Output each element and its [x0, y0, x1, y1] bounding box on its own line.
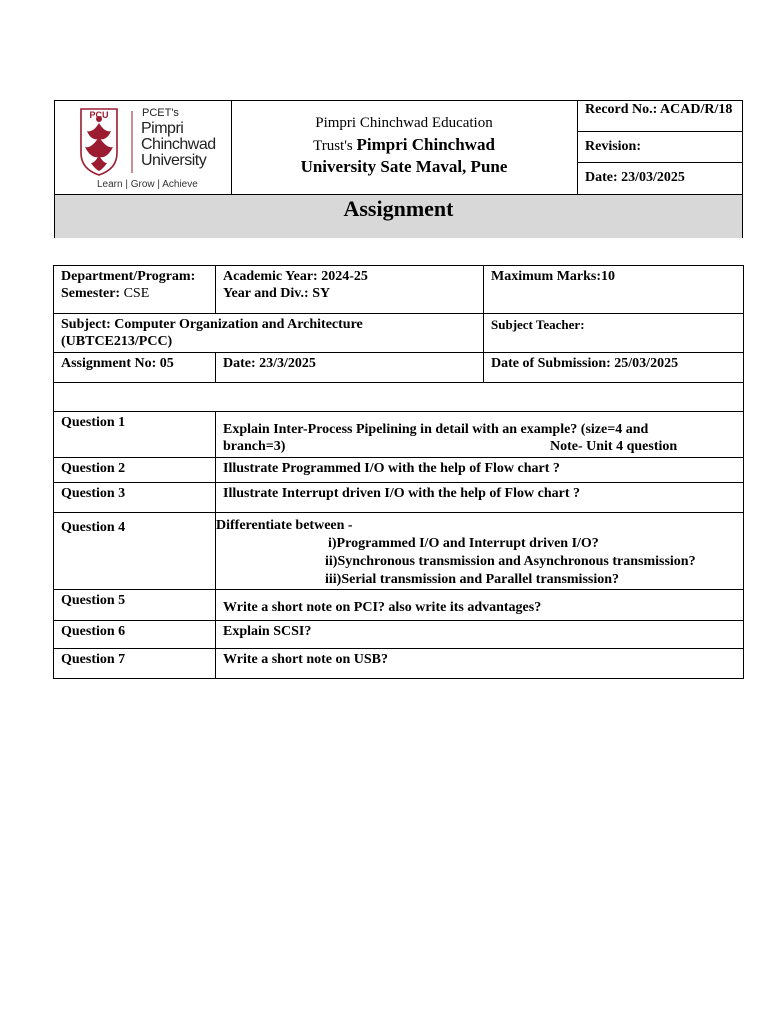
logo-cell [55, 101, 232, 194]
question-text-cell [216, 513, 744, 590]
header-date: Date: 23/03/2025 [585, 170, 685, 185]
title-line-2-bold: Pimpri Chinchwad [356, 135, 495, 154]
info-row-1 [54, 266, 744, 314]
question-label: Question 7 [54, 649, 216, 679]
question-text-line-1: Explain Inter-Process Pipelining in detail with an example? (size=4 and [223, 422, 649, 437]
question-row-6 [54, 621, 744, 649]
question-text-line-2-text: branch=3) [223, 439, 286, 454]
logo-name-line3: University [141, 152, 207, 169]
question-row-1 [54, 412, 744, 458]
spacer-row [54, 383, 744, 412]
question-subitem-3: iii)Serial transmission and Parallel transmission? [325, 572, 620, 587]
semester-value: CSE [123, 286, 150, 301]
question-label: Question 2 [54, 458, 216, 483]
question-label: Question 4 [54, 513, 216, 590]
question-row-4 [54, 513, 744, 590]
submission-date: Date of Submission: 25/03/2025 [484, 353, 744, 383]
question-label: Question 6 [54, 621, 216, 649]
logo-pcet-text: PCET's [142, 107, 179, 119]
semester [61, 285, 208, 302]
document-header [54, 100, 743, 238]
logo-name-line2: Chinchwad [141, 136, 216, 153]
question-subitem-1: i)Programmed I/O and Interrupt driven I/O? [328, 536, 599, 551]
subject-teacher: Subject Teacher: [484, 314, 744, 353]
question-text: Illustrate Interrupt driven I/O with the help of Flow chart ? [216, 483, 744, 513]
department-label: Department/Program: [61, 269, 196, 284]
spacer-cell [54, 383, 744, 412]
info-row-2 [54, 314, 744, 353]
question-label: Question 5 [54, 590, 216, 621]
logo-tagline: Learn | Grow | Achieve [97, 179, 198, 190]
assignment-number: Assignment No: 05 [54, 353, 216, 383]
question-row-7 [54, 649, 744, 679]
record-cell [577, 101, 743, 194]
question-note: Note- Unit 4 question [550, 439, 678, 454]
question-text: Differentiate between - [216, 518, 353, 533]
title-line-1: Pimpri Chinchwad Education [315, 115, 493, 131]
subject-line-1: Subject: Computer Organization and Architecture [61, 317, 363, 332]
academic-year-cell [216, 266, 484, 314]
assignment-info-table [53, 265, 744, 679]
revision: Revision: [577, 132, 743, 163]
question-text-cell [216, 412, 744, 458]
assignment-title: Assignment [55, 194, 742, 238]
question-text: Write a short note on PCI? also write its advantages? [216, 590, 744, 621]
maximum-marks: Maximum Marks:10 [484, 266, 744, 314]
academic-year: Academic Year: 2024-25 [223, 269, 368, 284]
question-row-5 [54, 590, 744, 621]
department-cell [54, 266, 216, 314]
question-row-3 [54, 483, 744, 513]
logo-badge-text: PCU [89, 110, 109, 120]
question-text-line-2 [223, 438, 736, 455]
info-row-3 [54, 353, 744, 383]
record-number: Record No.: ACAD/R/18 [577, 101, 743, 132]
title-line-3: University Sate Maval, Pune [300, 157, 508, 176]
institution-title-cell [231, 101, 578, 194]
question-text: Explain SCSI? [216, 621, 744, 649]
title-line-2-prefix: Trust's [313, 138, 357, 154]
assignment-date: Date: 23/3/2025 [216, 353, 484, 383]
subject-cell [54, 314, 484, 353]
year-division: Year and Div.: SY [223, 286, 331, 301]
question-text: Illustrate Programmed I/O with the help of Flow chart ? [216, 458, 744, 483]
question-text: Write a short note on USB? [216, 649, 744, 679]
question-label: Question 3 [54, 483, 216, 513]
question-subitem-2: ii)Synchronous transmission and Asynchronous transmission? [325, 554, 696, 569]
title-line-2 [231, 135, 577, 155]
subject-line-2: (UBTCE213/PCC) [61, 334, 173, 349]
logo-name-line1: Pimpri [141, 120, 184, 137]
semester-label: Semester: [61, 286, 124, 301]
question-row-2 [54, 458, 744, 483]
question-label: Question 1 [54, 412, 216, 458]
